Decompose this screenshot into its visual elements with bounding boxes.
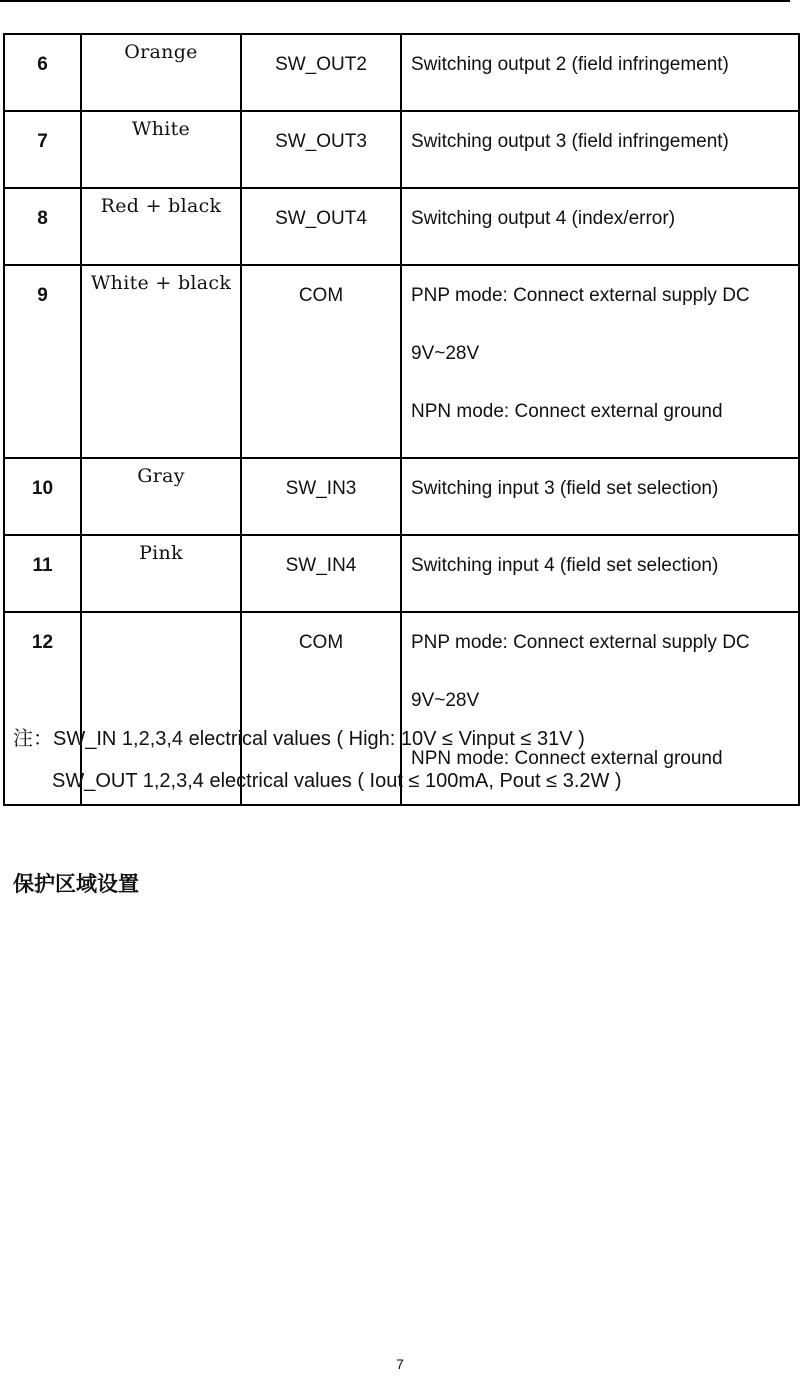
signal-name: SW_IN3 [241,458,401,535]
top-rule [0,0,790,2]
electrical-note-output: SW_OUT 1,2,3,4 electrical values ( Iout ≤ 100mA, Pout ≤ 3.2W ) [52,770,622,792]
table-row [4,111,799,188]
signal-name: COM [241,612,401,805]
pin-number: 12 [4,612,81,805]
description-line: Switching output 2 (field infringement) [411,54,729,75]
pin-number: 9 [4,265,81,458]
signal-name: SW_OUT2 [241,34,401,111]
signal-name: COM [241,265,401,458]
description-line: NPN mode: Connect external ground [411,748,723,769]
signal-name: SW_OUT3 [241,111,401,188]
pin-description [401,535,799,612]
description-line: Switching output 4 (index/error) [411,208,676,229]
table-row [4,535,799,612]
pin-description [401,458,799,535]
section-heading: 保护区域设置 [13,872,139,896]
description-line: 9V~28V [411,690,480,711]
signal-name: SW_OUT4 [241,188,401,265]
description-line: NPN mode: Connect external ground [411,401,723,422]
description-line: Switching input 4 (field set selection) [411,555,719,576]
wire-color: Red + black [81,188,241,265]
signal-name: SW_IN4 [241,535,401,612]
description-line: Switching output 3 (field infringement) [411,131,729,152]
wire-color: Gray [81,458,241,535]
page-number: 7 [396,1356,404,1372]
wire-color: Pink [81,535,241,612]
description-line: Switching input 3 (field set selection) [411,478,719,499]
description-line: PNP mode: Connect external supply DC [411,632,750,653]
pin-table [3,33,800,806]
table-row [4,265,799,458]
pin-number: 6 [4,34,81,111]
wire-color: White + black [81,265,241,458]
electrical-note-input: 注：SW_IN 1,2,3,4 electrical values ( High: 10V ≤ Vinput ≤ 31V ) [13,728,585,750]
pin-number: 7 [4,111,81,188]
table-row [4,34,799,111]
wire-color: Orange [81,34,241,111]
pin-number: 10 [4,458,81,535]
pin-number: 11 [4,535,81,612]
pin-description [401,188,799,265]
table-row [4,188,799,265]
description-line: PNP mode: Connect external supply DC [411,285,750,306]
table-row [4,458,799,535]
wire-color: White [81,111,241,188]
description-line: 9V~28V [411,343,480,364]
pin-description [401,34,799,111]
pin-number: 8 [4,188,81,265]
pin-description [401,265,799,458]
pin-description [401,111,799,188]
